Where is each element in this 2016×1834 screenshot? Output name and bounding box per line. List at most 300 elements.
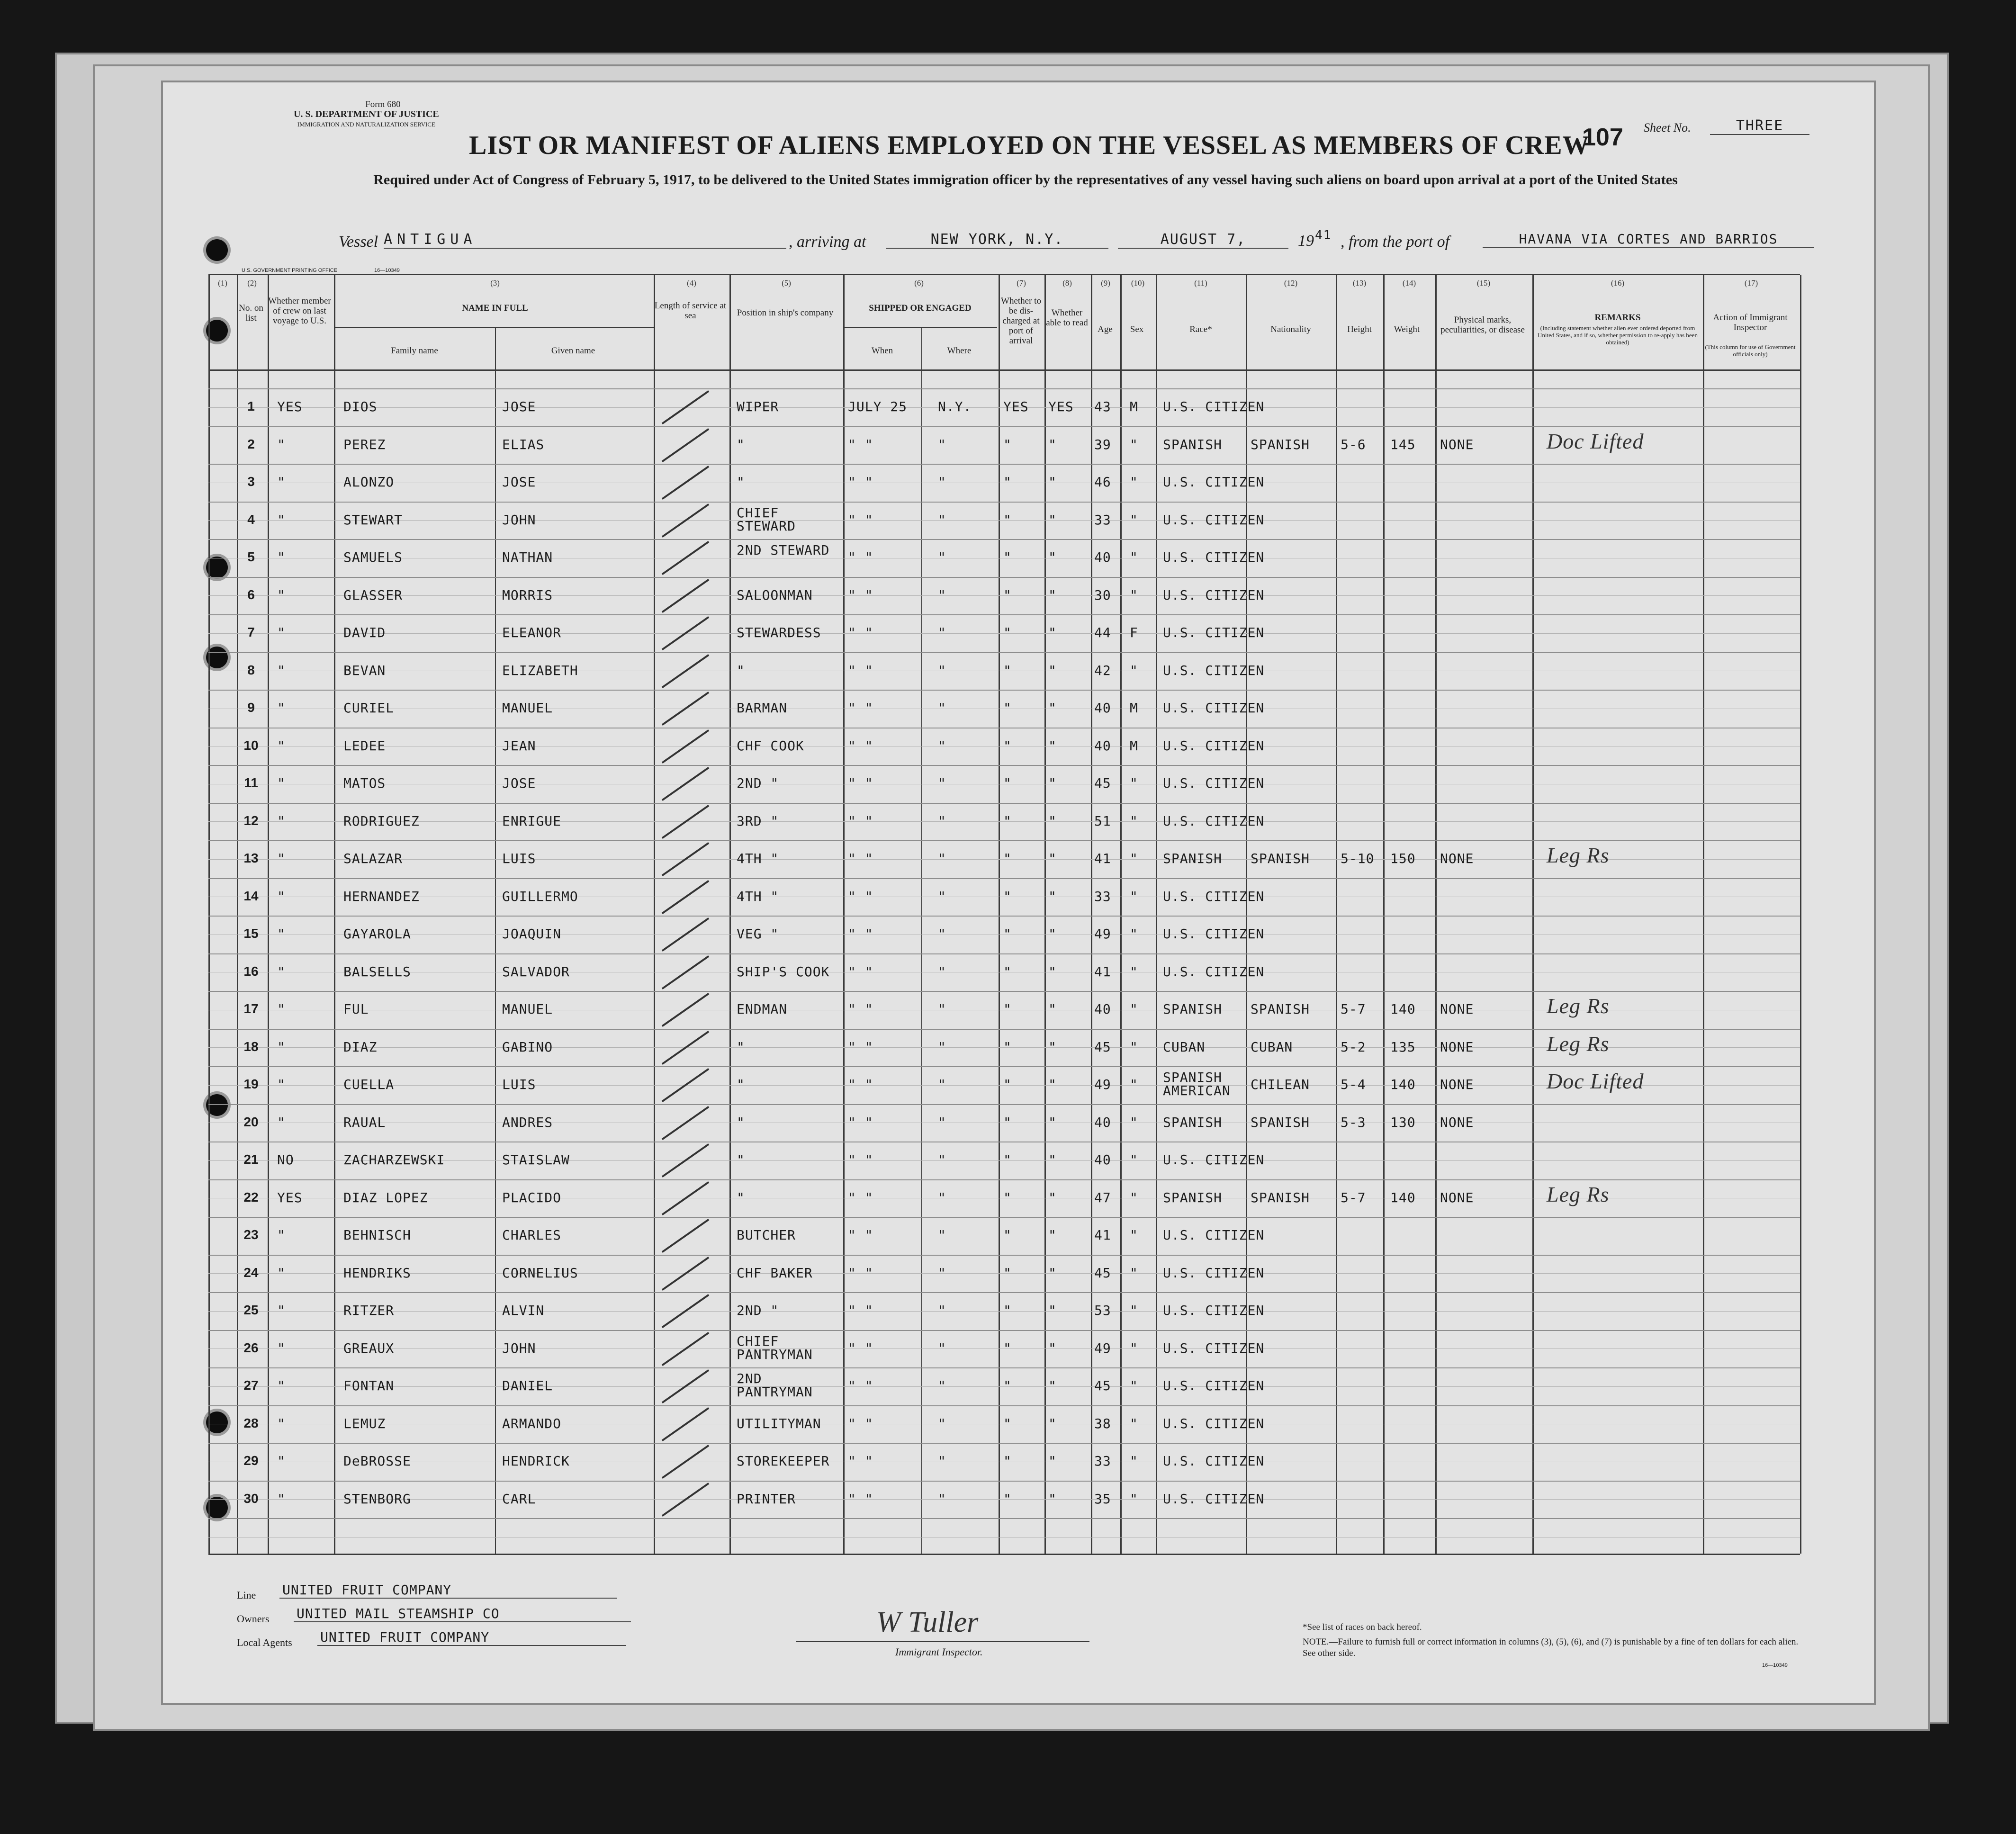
race-cell: U.S. CITIZEN	[1163, 399, 1265, 414]
height-cell: 5-2	[1341, 1039, 1366, 1055]
age-cell: 49	[1094, 1340, 1111, 1356]
given-name-cell: CORNELIUS	[502, 1265, 578, 1281]
given-name-cell: ARMANDO	[502, 1415, 562, 1431]
prev-voyage-cell: "	[277, 1303, 286, 1318]
age-cell: 45	[1094, 1265, 1111, 1281]
signature-line	[796, 1641, 1089, 1642]
sex-cell: "	[1130, 963, 1138, 980]
discharged-cell: "	[1003, 662, 1012, 678]
penalty-note: NOTE.—Failure to furnish full or correct information in columns (3), (5), (6), and (7) is punishable by a fine of ten dollars for each alien. See other side.	[1303, 1637, 1799, 1658]
family-name-cell: ZACHARZEWSKI	[343, 1152, 445, 1168]
when-cell: " "	[848, 1227, 873, 1243]
where-cell: "	[938, 888, 946, 904]
column-number: (7)	[1017, 279, 1026, 288]
read-cell: "	[1048, 1227, 1057, 1243]
when-cell: " "	[848, 625, 873, 640]
header-when: When	[871, 346, 893, 356]
race-cell: U.S. CITIZEN	[1163, 512, 1265, 528]
read-cell: "	[1048, 926, 1057, 942]
sex-cell: "	[1130, 1265, 1138, 1281]
where-cell: "	[938, 1491, 946, 1507]
when-cell: " "	[848, 1378, 873, 1393]
row-number: 6	[247, 587, 255, 602]
sex-cell: "	[1130, 1189, 1138, 1205]
race-cell: U.S. CITIZEN	[1163, 813, 1265, 829]
age-cell: 53	[1094, 1303, 1111, 1318]
column-number: (3)	[490, 279, 500, 288]
age-cell: 49	[1094, 1077, 1111, 1092]
position-cell: WIPER	[737, 399, 779, 414]
read-cell: "	[1048, 436, 1057, 452]
age-cell: 30	[1094, 587, 1111, 603]
when-cell: " "	[848, 1491, 873, 1507]
race-cell: SPANISH	[1163, 436, 1223, 452]
prev-voyage-cell: "	[277, 1378, 286, 1393]
row-rule	[208, 502, 1800, 503]
column-number: (6)	[914, 279, 924, 288]
position-cell: "	[737, 1189, 745, 1205]
sex-cell: "	[1130, 436, 1138, 452]
header-race: Race*	[1189, 324, 1212, 334]
discharged-cell: "	[1003, 512, 1012, 528]
column-number: (14)	[1402, 279, 1416, 288]
sex-cell: "	[1130, 549, 1138, 565]
row-rule	[208, 464, 1800, 465]
discharged-cell: "	[1003, 549, 1012, 565]
row-rule	[208, 426, 1800, 427]
sex-cell: "	[1130, 813, 1138, 829]
family-name-cell: BEHNISCH	[343, 1227, 411, 1243]
row-number: 24	[243, 1265, 259, 1280]
where-cell: "	[938, 1303, 946, 1318]
row-number: 12	[243, 813, 259, 828]
row-rule	[208, 1481, 1800, 1482]
race-cell: U.S. CITIZEN	[1163, 662, 1265, 678]
header-weight: Weight	[1394, 324, 1420, 334]
where-cell: "	[938, 851, 946, 866]
read-cell: "	[1048, 700, 1057, 716]
column-number: (17)	[1744, 279, 1758, 288]
given-name-cell: ENRIGUE	[502, 813, 562, 829]
where-cell: N.Y.	[938, 399, 972, 414]
column-rule	[334, 275, 335, 1554]
form-title: LIST OR MANIFEST OF ALIENS EMPLOYED ON THE VESSEL AS MEMBERS OF CREW	[469, 131, 1590, 160]
department: U. S. DEPARTMENT OF JUSTICE	[294, 109, 439, 119]
prev-voyage-cell: "	[277, 963, 286, 980]
position-cell: STEWARDESS	[737, 625, 821, 640]
read-cell: "	[1048, 1039, 1057, 1055]
age-cell: 40	[1094, 1001, 1111, 1017]
where-cell: "	[938, 474, 946, 490]
family-name-cell: HENDRIKS	[343, 1265, 411, 1281]
position-cell: "	[737, 474, 745, 490]
race-cell: U.S. CITIZEN	[1163, 625, 1265, 640]
sex-cell: M	[1130, 737, 1138, 754]
read-cell: "	[1048, 587, 1057, 603]
discharged-cell: "	[1003, 1227, 1012, 1243]
physical-marks-cell: NONE	[1440, 1189, 1474, 1205]
family-name-cell: DIOS	[343, 399, 378, 414]
row-number: 1	[247, 399, 255, 414]
sex-cell: "	[1130, 1114, 1138, 1130]
column-rule	[1383, 275, 1385, 1554]
agents-label: Local Agents	[237, 1636, 292, 1648]
form-subtitle: Required under Act of Congress of February 5, 1917, to be delivered to the United States immigration officer by the representatives of any vessel having such aliens on board upon arrival at a port of the United States	[373, 172, 1678, 188]
arriving-label: , arriving at	[789, 233, 866, 251]
sheet-number: THREE	[1710, 117, 1809, 135]
family-name-cell: LEDEE	[343, 737, 386, 754]
given-name-cell: ALVIN	[502, 1303, 545, 1318]
header-sex: Sex	[1130, 324, 1144, 334]
column-rule	[1435, 275, 1437, 1554]
row-number: 14	[243, 888, 259, 903]
discharged-cell: "	[1003, 1077, 1012, 1092]
sex-cell: "	[1130, 474, 1138, 490]
row-rule	[208, 1066, 1800, 1067]
footer-code: 16—10349	[1762, 1663, 1788, 1668]
row-number: 3	[247, 474, 255, 489]
given-name-cell: JOSE	[502, 474, 536, 490]
sex-cell: "	[1130, 1077, 1138, 1092]
family-name-cell: CUELLA	[343, 1077, 395, 1092]
read-cell: "	[1048, 1415, 1057, 1431]
position-cell: BUTCHER	[737, 1227, 796, 1243]
row-rule	[208, 1405, 1800, 1406]
given-name-cell: GABINO	[502, 1039, 553, 1055]
where-cell: "	[938, 1227, 946, 1243]
print-code: 16—10349	[374, 268, 400, 273]
column-number: (13)	[1352, 279, 1367, 288]
remarks-cell: Leg Rs	[1547, 994, 1610, 1018]
vessel-name: ANTIGUA	[384, 231, 786, 249]
prev-voyage-cell: YES	[277, 1189, 303, 1205]
age-cell: 43	[1094, 399, 1111, 414]
discharged-cell: "	[1003, 737, 1012, 754]
nationality-cell: SPANISH	[1251, 1114, 1310, 1130]
read-cell: "	[1048, 1152, 1057, 1168]
column-rule	[654, 275, 655, 1554]
where-cell: "	[938, 1114, 946, 1130]
column-rule	[1156, 275, 1157, 1554]
discharged-cell: YES	[1003, 399, 1029, 414]
age-cell: 40	[1094, 1152, 1111, 1168]
when-cell: " "	[848, 1340, 873, 1356]
header-remarks-note: (Including statement whether alien ever ordered deported from United States, and if so, whether permission to re-apply has been obtained)	[1538, 324, 1698, 346]
family-name-cell: STEWART	[343, 512, 403, 528]
where-cell: "	[938, 1152, 946, 1168]
service: IMMIGRATION AND NATURALIZATION SERVICE	[297, 121, 435, 128]
age-cell: 49	[1094, 926, 1111, 942]
weight-cell: 130	[1390, 1114, 1416, 1130]
header-shipped: SHIPPED OR ENGAGED	[869, 303, 972, 313]
given-name-cell: DANIEL	[502, 1378, 553, 1393]
year-suffix: 41	[1315, 228, 1332, 243]
position-cell: "	[737, 1152, 745, 1168]
when-cell: " "	[848, 888, 873, 904]
discharged-cell: "	[1003, 1039, 1012, 1055]
prev-voyage-cell: "	[277, 1340, 286, 1356]
given-name-cell: MANUEL	[502, 700, 553, 716]
when-cell: " "	[848, 1453, 873, 1469]
given-name-cell: JOAQUIN	[502, 926, 562, 942]
position-cell: 2ND STEWARD	[737, 542, 830, 558]
prev-voyage-cell: "	[277, 1077, 286, 1092]
row-rule	[208, 878, 1800, 879]
given-name-cell: JEAN	[502, 737, 536, 754]
prev-voyage-cell: "	[277, 851, 286, 866]
age-cell: 44	[1094, 625, 1111, 640]
given-name-cell: PLACIDO	[502, 1189, 562, 1205]
row-rule	[208, 614, 1800, 615]
prev-voyage-cell: "	[277, 625, 286, 640]
arrival-port: NEW YORK, N.Y.	[886, 231, 1108, 249]
given-name-cell: CHARLES	[502, 1227, 562, 1243]
race-cell: U.S. CITIZEN	[1163, 1491, 1265, 1507]
age-cell: 35	[1094, 1491, 1111, 1507]
family-name-cell: ALONZO	[343, 474, 395, 490]
row-rule	[208, 1255, 1800, 1256]
physical-marks-cell: NONE	[1440, 1001, 1474, 1017]
given-name-cell: LUIS	[502, 851, 536, 866]
row-rule	[208, 953, 1800, 954]
row-number: 13	[243, 851, 259, 865]
height-cell: 5-7	[1341, 1189, 1366, 1205]
discharged-cell: "	[1003, 1415, 1012, 1431]
year-prefix: 19	[1298, 232, 1314, 250]
read-cell: "	[1048, 1491, 1057, 1507]
form-header	[294, 99, 439, 129]
sex-cell: "	[1130, 1039, 1138, 1055]
punch-hole	[206, 239, 228, 261]
read-cell: "	[1048, 1340, 1057, 1356]
read-cell: "	[1048, 851, 1057, 866]
race-cell: U.S. CITIZEN	[1163, 1265, 1265, 1281]
remarks-cell: Leg Rs	[1547, 1182, 1610, 1206]
sex-cell: "	[1130, 775, 1138, 791]
age-cell: 40	[1094, 549, 1111, 565]
header-position: Position in ship's company	[737, 308, 834, 318]
prev-voyage-cell: "	[277, 926, 286, 942]
weight-cell: 150	[1390, 851, 1416, 866]
row-rule	[208, 840, 1800, 841]
inspector-signature: W Tuller	[876, 1606, 979, 1638]
owners-label: Owners	[237, 1613, 270, 1625]
header-where: Where	[947, 346, 972, 356]
given-name-cell: LUIS	[502, 1077, 536, 1092]
prev-voyage-cell: "	[277, 813, 286, 829]
sex-cell: M	[1130, 399, 1138, 414]
sheet-label: Sheet No.	[1644, 121, 1691, 135]
read-cell: "	[1048, 1453, 1057, 1469]
age-cell: 45	[1094, 775, 1111, 791]
position-cell: UTILITYMAN	[737, 1415, 821, 1431]
prev-voyage-cell: "	[277, 1491, 286, 1507]
physical-marks-cell: NONE	[1440, 1114, 1474, 1130]
age-cell: 47	[1094, 1189, 1111, 1205]
race-cell: U.S. CITIZEN	[1163, 888, 1265, 904]
position-cell: "	[737, 436, 745, 452]
family-name-cell: GREAUX	[343, 1340, 395, 1356]
header-remarks: REMARKS	[1594, 313, 1641, 323]
row-number: 23	[243, 1227, 259, 1242]
family-name-cell: STENBORG	[343, 1491, 411, 1507]
where-cell: "	[938, 1340, 946, 1356]
row-rule	[208, 1443, 1800, 1444]
read-cell: "	[1048, 474, 1057, 490]
where-cell: "	[938, 587, 946, 603]
prev-voyage-cell: "	[277, 1039, 286, 1055]
when-cell: " "	[848, 700, 873, 716]
race-cell: SPANISH	[1163, 851, 1223, 866]
column-rule	[1703, 275, 1704, 1554]
read-cell: "	[1048, 662, 1057, 678]
column-number: (12)	[1284, 279, 1298, 288]
family-name-cell: RITZER	[343, 1303, 395, 1318]
position-cell: STOREKEEPER	[737, 1453, 830, 1469]
age-cell: 41	[1094, 1227, 1111, 1243]
prev-voyage-cell: "	[277, 700, 286, 716]
row-number: 2	[247, 436, 255, 451]
read-cell: "	[1048, 1303, 1057, 1318]
row-rule	[208, 690, 1800, 691]
age-cell: 45	[1094, 1039, 1111, 1055]
where-cell: "	[938, 813, 946, 829]
age-cell: 41	[1094, 851, 1111, 866]
discharged-cell: "	[1003, 775, 1012, 791]
race-cell: U.S. CITIZEN	[1163, 1340, 1265, 1356]
family-name-cell: DAVID	[343, 625, 386, 640]
family-name-cell: CURIEL	[343, 700, 395, 716]
height-cell: 5-4	[1341, 1077, 1366, 1092]
race-cell: SPANISH	[1163, 1001, 1223, 1017]
physical-marks-cell: NONE	[1440, 1077, 1474, 1092]
where-cell: "	[938, 1077, 946, 1092]
prev-voyage-cell: "	[277, 1227, 286, 1243]
position-cell: "	[737, 662, 745, 678]
sex-cell: "	[1130, 1491, 1138, 1507]
prev-voyage-cell: "	[277, 737, 286, 754]
position-cell: SALOONMAN	[737, 587, 813, 603]
given-name-cell: MANUEL	[502, 1001, 553, 1017]
nationality-cell: CUBAN	[1251, 1039, 1293, 1055]
column-rule	[268, 275, 269, 1554]
column-number: (5)	[782, 279, 791, 288]
race-cell: SPANISH	[1163, 1189, 1223, 1205]
row-rule	[208, 916, 1800, 917]
position-cell: "	[737, 1077, 745, 1092]
name-divider	[334, 327, 654, 328]
age-cell: 40	[1094, 1114, 1111, 1130]
when-cell: " "	[848, 813, 873, 829]
race-cell: U.S. CITIZEN	[1163, 737, 1265, 754]
position-cell: ENDMAN	[737, 1001, 788, 1017]
header-action: Action of Immigrant Inspector	[1713, 313, 1788, 333]
given-name-cell: JOHN	[502, 512, 536, 528]
where-cell: "	[938, 1189, 946, 1205]
row-number: 9	[247, 700, 255, 715]
read-cell: "	[1048, 888, 1057, 904]
header-given: Given name	[551, 346, 595, 356]
row-number: 15	[243, 926, 259, 941]
sex-cell: "	[1130, 926, 1138, 942]
position-cell: BARMAN	[737, 700, 788, 716]
weight-cell: 135	[1390, 1039, 1416, 1055]
discharged-cell: "	[1003, 888, 1012, 904]
when-cell: " "	[848, 1114, 873, 1130]
header-discharged: Whether to be dis-charged at port of arrival	[1001, 296, 1041, 346]
position-cell: 4TH "	[737, 888, 779, 904]
prev-voyage-cell: "	[277, 1001, 286, 1017]
where-cell: "	[938, 1378, 946, 1393]
given-name-cell: NATHAN	[502, 549, 553, 565]
where-cell: "	[938, 1265, 946, 1281]
prev-voyage-cell: "	[277, 512, 286, 528]
row-number: 18	[243, 1039, 259, 1054]
given-name-cell: JOSE	[502, 399, 536, 414]
read-cell: "	[1048, 512, 1057, 528]
given-name-cell: GUILLERMO	[502, 888, 578, 904]
given-name-cell: ELEANOR	[502, 625, 562, 640]
header-no: No. on list	[239, 303, 263, 323]
discharged-cell: "	[1003, 625, 1012, 640]
prev-voyage-cell: NO	[277, 1152, 294, 1168]
remarks-cell: Leg Rs	[1547, 1031, 1610, 1056]
printing-office: U.S. GOVERNMENT PRINTING OFFICE	[242, 268, 338, 273]
age-cell: 39	[1094, 436, 1111, 452]
read-cell: "	[1048, 1265, 1057, 1281]
when-cell: " "	[848, 1415, 873, 1431]
when-cell: " "	[848, 662, 873, 678]
discharged-cell: "	[1003, 1265, 1012, 1281]
family-name-cell: PEREZ	[343, 436, 386, 452]
read-cell: "	[1048, 625, 1057, 640]
read-cell: "	[1048, 1001, 1057, 1017]
age-cell: 45	[1094, 1378, 1111, 1393]
row-rule	[208, 652, 1800, 653]
where-cell: "	[938, 1001, 946, 1017]
given-name-cell: JOSE	[502, 775, 536, 791]
column-rule	[1532, 275, 1534, 1554]
header-action-note: (This column for use of Government officials only)	[1705, 343, 1796, 358]
when-cell: " "	[848, 775, 873, 791]
age-cell: 38	[1094, 1415, 1111, 1431]
sex-cell: "	[1130, 1152, 1138, 1168]
column-number: (10)	[1131, 279, 1145, 288]
weight-cell: 140	[1390, 1077, 1416, 1092]
race-cell: U.S. CITIZEN	[1163, 700, 1265, 716]
when-cell: " "	[848, 963, 873, 980]
race-cell: U.S. CITIZEN	[1163, 1453, 1265, 1469]
given-name-cell: HENDRICK	[502, 1453, 570, 1469]
position-cell: VEG "	[737, 926, 779, 942]
race-cell: U.S. CITIZEN	[1163, 963, 1265, 980]
given-name-cell: ANDRES	[502, 1114, 553, 1130]
column-rule	[1336, 275, 1337, 1554]
sub-column-rule	[495, 327, 496, 1554]
family-name-cell: DeBROSSE	[343, 1453, 411, 1469]
sex-cell: "	[1130, 1453, 1138, 1469]
row-number: 25	[243, 1303, 259, 1317]
sex-cell: "	[1130, 888, 1138, 904]
read-cell: "	[1048, 813, 1057, 829]
age-cell: 40	[1094, 737, 1111, 754]
nationality-cell: SPANISH	[1251, 1189, 1310, 1205]
when-cell: " "	[848, 926, 873, 942]
height-cell: 5-3	[1341, 1114, 1366, 1130]
when-cell: " "	[848, 1303, 873, 1318]
age-cell: 41	[1094, 963, 1111, 980]
discharged-cell: "	[1003, 700, 1012, 716]
